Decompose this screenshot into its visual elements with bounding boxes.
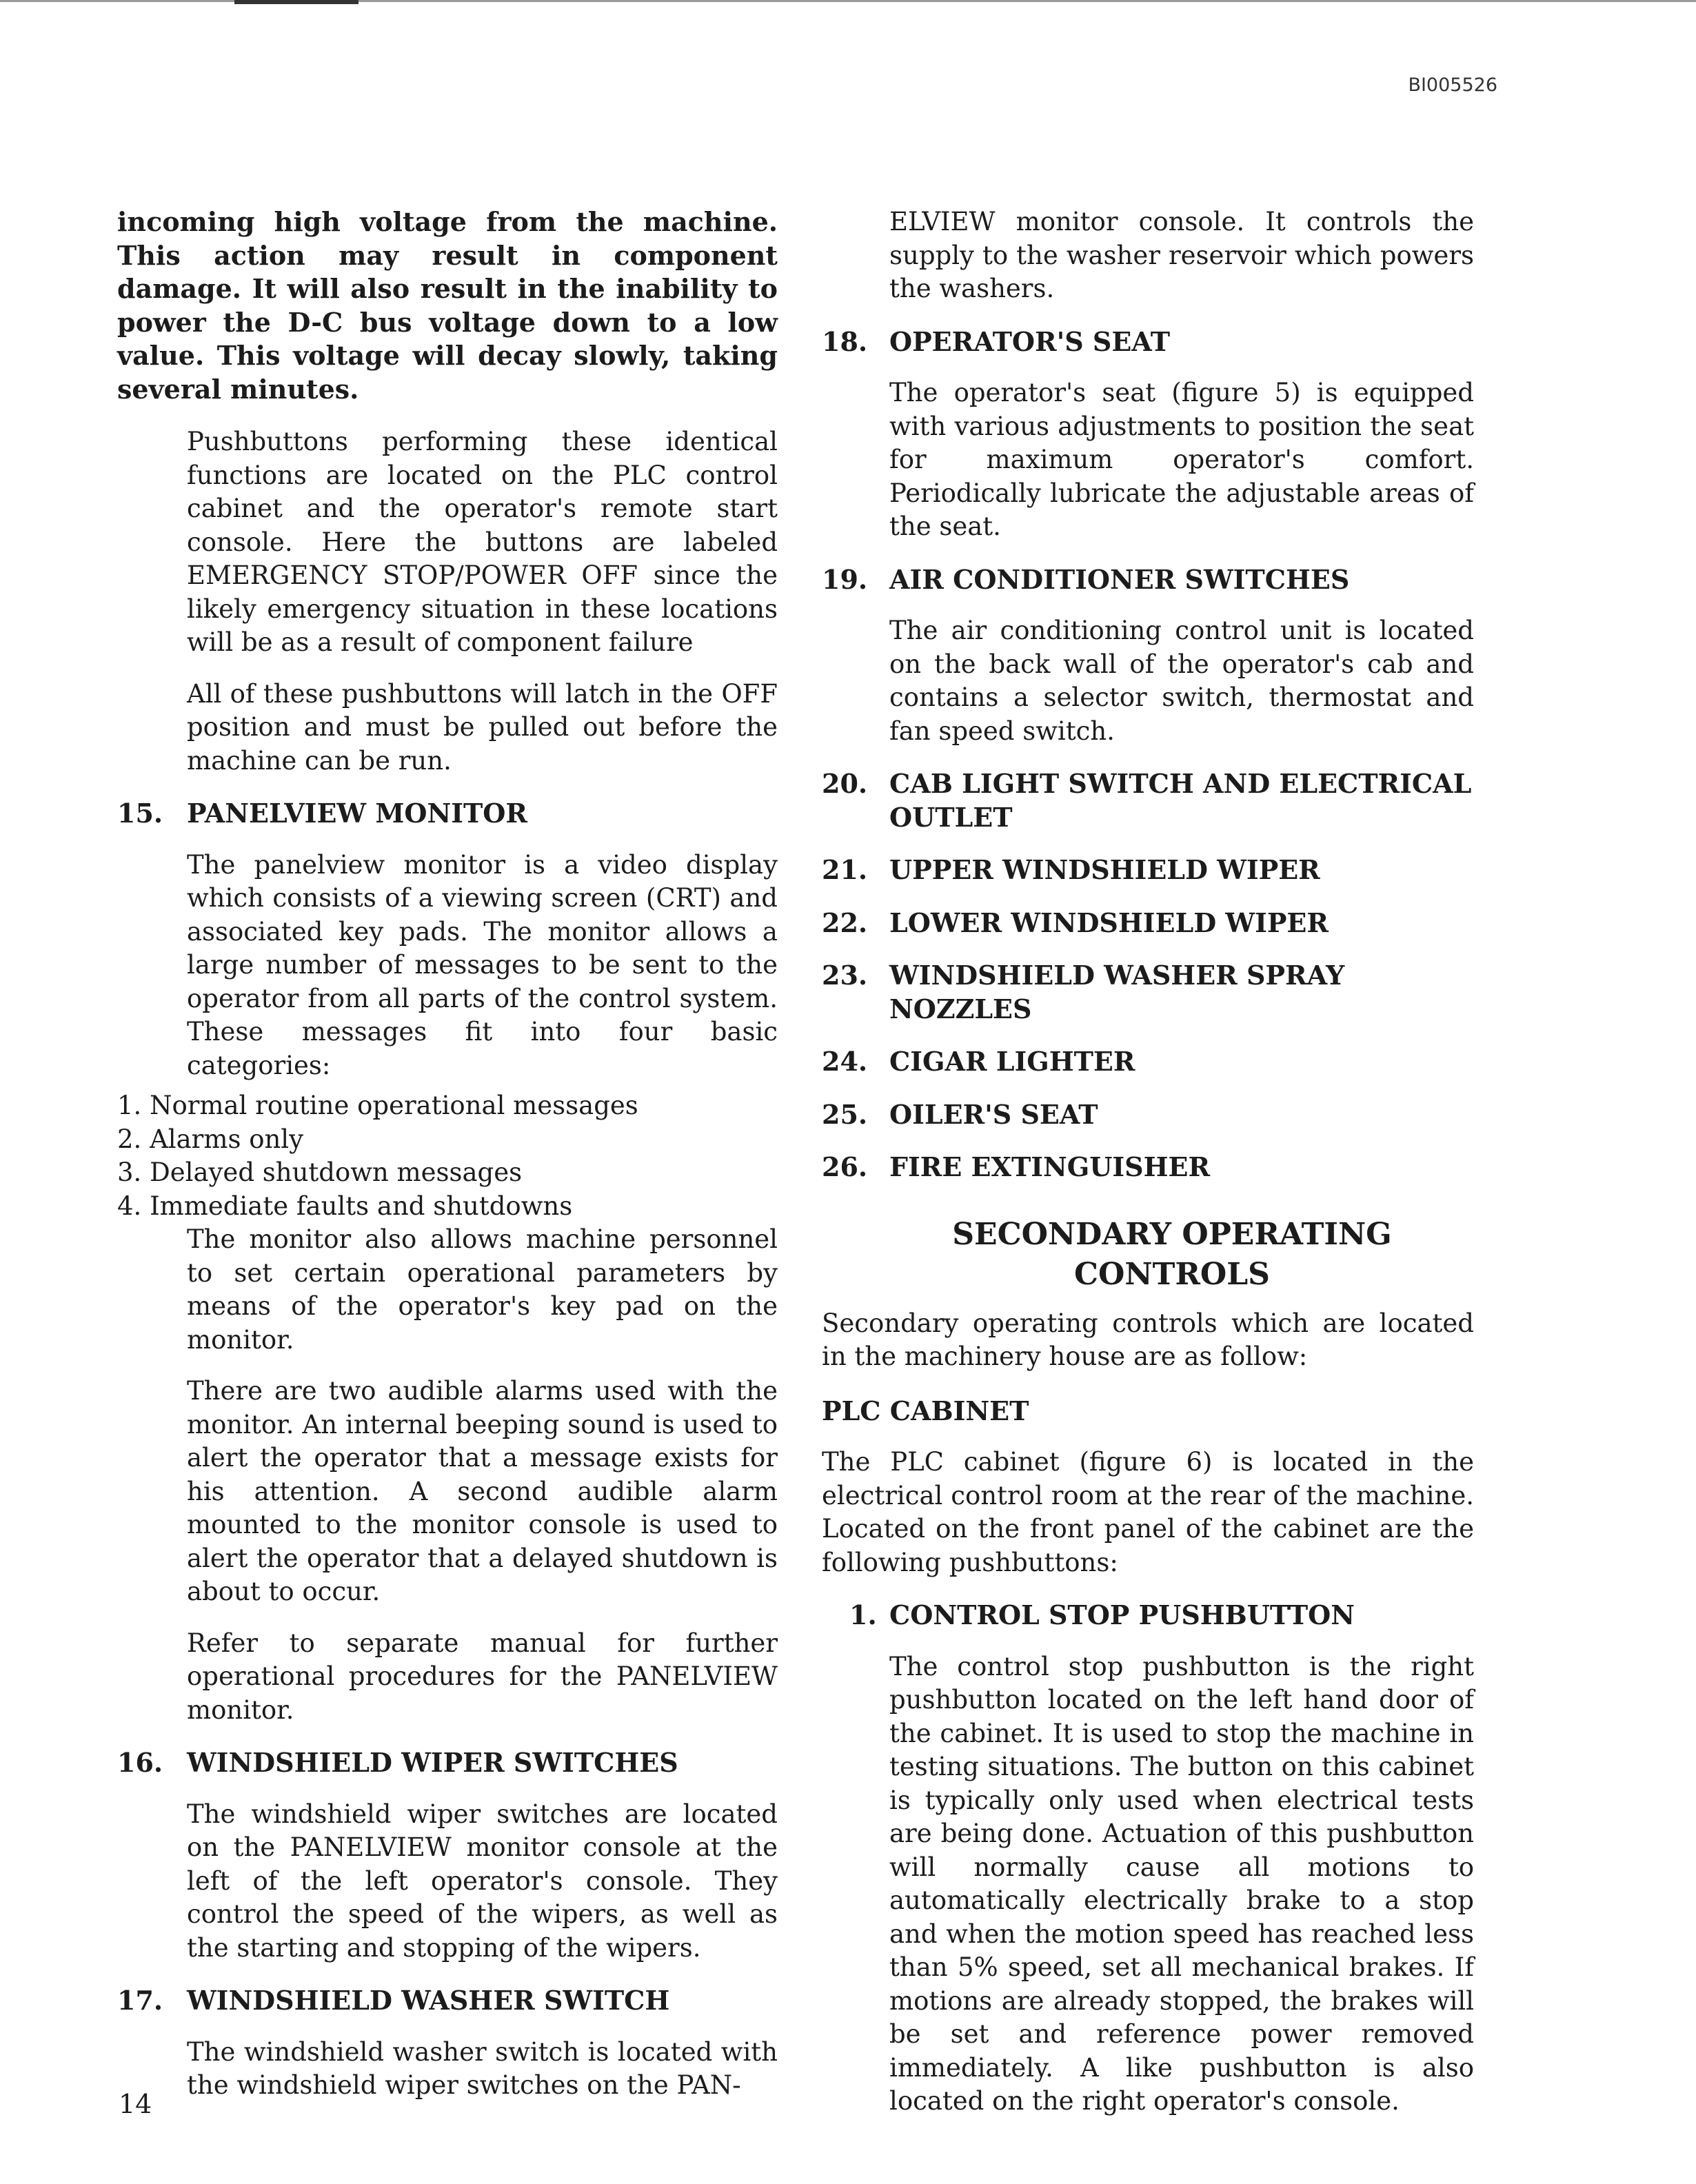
pushbutton-heading-1	[822, 1599, 1474, 1632]
paragraph: ELVIEW monitor console. It controls the supply to the washer reservoir which powers the washers.	[889, 207, 1474, 303]
paragraph: The air conditioning control unit is located on the back wall of the operator's cab and contains a selector switch, thermostat and fan speed switch.	[889, 616, 1474, 746]
section-heading-15	[117, 797, 778, 831]
section-title: WINDSHIELD WIPER SWITCHES	[187, 1747, 678, 1778]
paragraph: The windshield washer switch is located with the windshield wiper switches on the PAN-	[187, 2036, 778, 2100]
section-heading-26	[822, 1151, 1474, 1184]
list-item: 4. Immediate faults and shutdowns	[117, 1191, 573, 1221]
section-title: CONTROL STOP PUSHBUTTON	[889, 1599, 1355, 1630]
section-heading-19	[822, 563, 1474, 597]
section-number: 18.	[822, 325, 868, 357]
section-heading-20	[822, 767, 1474, 834]
top-rule-mark	[234, 0, 359, 4]
left-column	[117, 205, 778, 2103]
paragraph: The panelview monitor is a video display which consists of a viewing screen (CRT) and associated key pads. The monitor allows a large number of messages to be sent to the operator from all parts of the control system. These messages fit into four basic categories:	[187, 849, 778, 1080]
section-number: 25.	[822, 1098, 868, 1130]
section-heading-24	[822, 1045, 1474, 1079]
paragraph: The monitor also allows machine personnel to set certain operational parameters by means of the operator's key pad on the monitor.	[187, 1224, 778, 1355]
section-heading-21	[822, 853, 1474, 887]
paragraph: Pushbuttons performing these identical functions are located on the PLC control cabinet and the operator's remote start console. Here the buttons are labeled EMERGENCY STOP/POWER OFF since the likely emergency situation in these locations will be as a result of component failure	[187, 427, 778, 657]
section-heading-23	[822, 959, 1474, 1026]
secondary-controls-title: SECONDARY OPERATING CONTROLS	[952, 1216, 1392, 1292]
section-number: 22.	[822, 907, 868, 938]
section-title: CIGAR LIGHTER	[889, 1046, 1135, 1077]
paragraph: There are two audible alarms used with the monitor. An internal beeping sound is used to alert the operator that a message exists for his attention. A second audible alarm mounted to the monitor console is used to alert the operator that a delayed shutdown is about to occur.	[187, 1376, 778, 1606]
plc-cabinet-title: PLC CABINET	[822, 1395, 1029, 1426]
section-heading-25	[822, 1098, 1474, 1132]
right-column	[822, 205, 1474, 2119]
section-number: 17.	[117, 1985, 163, 2016]
section-title: WINDSHIELD WASHER SWITCH	[187, 1985, 670, 2016]
list-item: 2. Alarms only	[117, 1124, 304, 1154]
paragraph: The PLC cabinet (figure 6) is located in the electrical control room at the rear of the machine. Located on the front panel of the cabinet are the following pushbuttons:	[822, 1447, 1474, 1577]
paragraph: Secondary operating controls which are located in the machinery house are as follow:	[822, 1308, 1474, 1371]
warning-text: incoming high voltage from the machine. This action may result in component damage. It will also result in the inability to power the D-C bus voltage down to a low value. This voltage will decay slowly, taking several minutes.	[117, 206, 778, 405]
section-number: 21.	[822, 854, 868, 885]
section-number: 20.	[822, 768, 868, 799]
section-heading-16	[117, 1746, 778, 1780]
section-title: CAB LIGHT SWITCH AND ELECTRICAL OUTLET	[889, 768, 1472, 833]
list-item: 1. Normal routine operational messages	[117, 1091, 638, 1120]
section-heading-17	[117, 1984, 778, 2018]
section-heading-18	[822, 325, 1474, 359]
paragraph: The operator's seat (figure 5) is equipped with various adjustments to position the seat for maximum operator's comfort. Periodically lubricate the adjustable areas of the seat.	[889, 378, 1474, 541]
section-number: 19.	[822, 563, 868, 595]
section-number: 1.	[849, 1599, 877, 1630]
section-title: PANELVIEW MONITOR	[187, 798, 527, 829]
section-number: 26.	[822, 1151, 868, 1182]
paragraph: The windshield wiper switches are located on the PANELVIEW monitor console at the left of the left operator's console. They control the speed of the wipers, as well as the starting and stopping of the wipers.	[187, 1799, 778, 1963]
section-heading-22	[822, 907, 1474, 940]
section-number: 23.	[822, 960, 868, 991]
paragraph: The control stop pushbutton is the right pushbutton located on the left hand door of the cabinet. It is used to stop the machine in testing situations. The button on this cabinet is typically only used when electrical tests are being done. Actuation of this pushbutton will normally cause all motions to automatically electrically brake to a stop and when the motion speed has reached less than 5% speed, set all mechanical brakes. If motions are already stopped, the brakes will be set and reference power removed immediately. A like pushbutton is also located on the right operator's console.	[889, 1651, 1474, 2116]
section-title: OPERATOR'S SEAT	[889, 325, 1170, 357]
section-title: OILER'S SEAT	[889, 1098, 1098, 1130]
section-number: 24.	[822, 1046, 868, 1077]
section-number: 15.	[117, 798, 163, 829]
section-title: AIR CONDITIONER SWITCHES	[889, 563, 1350, 595]
section-title: WINDSHIELD WASHER SPRAY NOZZLES	[889, 960, 1345, 1024]
section-title: FIRE EXTINGUISHER	[889, 1151, 1211, 1182]
document-id: BI005526	[1408, 74, 1497, 96]
section-number: 16.	[117, 1747, 163, 1778]
page-number: 14	[119, 2089, 152, 2119]
list-item: 3. Delayed shutdown messages	[117, 1157, 523, 1187]
category-list	[117, 1089, 778, 1223]
section-title: UPPER WINDSHIELD WIPER	[889, 854, 1320, 885]
paragraph: All of these pushbuttons will latch in the OFF position and must be pulled out before the machine can be run.	[187, 678, 778, 776]
paragraph: Refer to separate manual for further operational procedures for the PANELVIEW monitor.	[187, 1628, 778, 1725]
section-title: LOWER WINDSHIELD WIPER	[889, 907, 1329, 938]
